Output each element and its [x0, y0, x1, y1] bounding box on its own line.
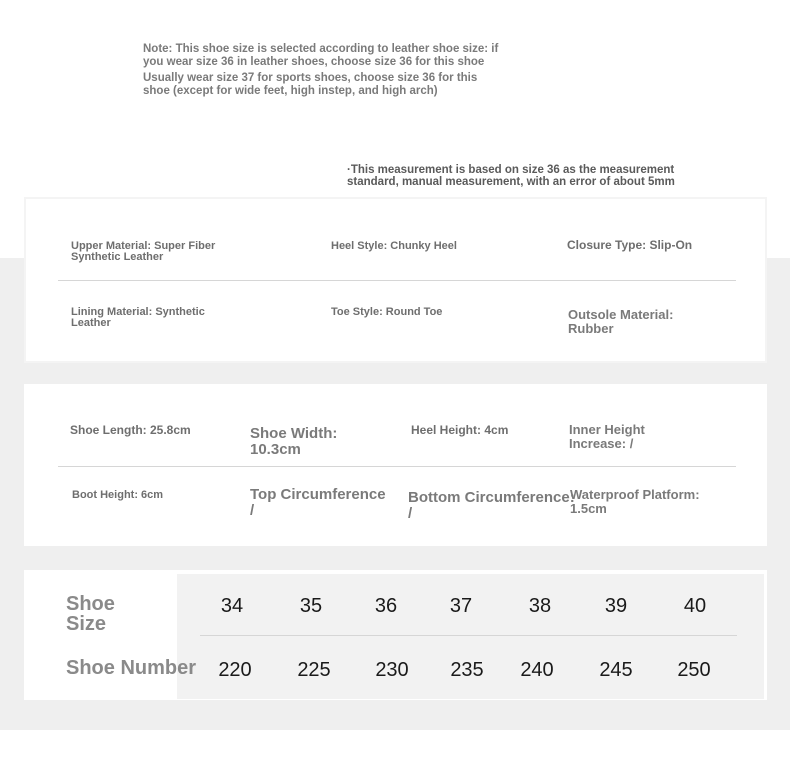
size-value: 38 — [528, 595, 552, 617]
lining-material: Lining Material: Synthetic Leather — [71, 306, 205, 329]
closure-type: Closure Type: Slip-On — [567, 238, 693, 252]
size-value: 35 — [299, 595, 323, 617]
measurements-panel — [24, 384, 767, 546]
size-advice-line-1: Note: This shoe size is selected according to leather shoe size: if you wear size 36 in leather shoes, choose size 36 for this shoe — [143, 43, 499, 68]
number-value: 225 — [297, 659, 331, 681]
number-value: 245 — [599, 659, 633, 681]
number-value: 240 — [520, 659, 554, 681]
number-value: 250 — [677, 659, 711, 681]
outsole-material: Outsole Material: Rubber — [568, 307, 674, 336]
toe-style: Toe Style: Round Toe — [331, 306, 443, 318]
size-value: 39 — [604, 595, 628, 617]
top-circumference: Top Circumference / — [250, 486, 386, 519]
heel-style: Heel Style: Chunky Heel — [331, 240, 457, 252]
size-value: 40 — [683, 595, 707, 617]
size-value: 34 — [220, 595, 244, 617]
shoe-width: Shoe Width: 10.3cm — [250, 425, 338, 458]
boot-height: Boot Height: 6cm — [72, 489, 164, 501]
number-value: 230 — [375, 659, 409, 681]
shoe-number-label: Shoe Number — [66, 657, 197, 679]
attributes-divider — [58, 280, 736, 281]
size-table-divider — [200, 635, 737, 636]
shoe-size-label: Shoe Size — [66, 593, 115, 635]
inner-height-increase: Inner Height Increase: / — [569, 422, 645, 451]
heel-height: Heel Height: 4cm — [411, 423, 509, 437]
size-advice-note — [143, 43, 613, 98]
size-advice-line-2: Usually wear size 37 for sports shoes, choose size 36 for this shoe (except for wide feet, high instep, and high arch) — [143, 72, 478, 97]
measurement-note: ·This measurement is based on size 36 as the measurement standard, manual measurement, with an error of about 5mm — [347, 164, 675, 188]
number-value: 235 — [450, 659, 484, 681]
upper-material: Upper Material: Super Fiber Synthetic Leather — [71, 240, 216, 263]
measurements-divider — [58, 466, 736, 467]
shoe-length: Shoe Length: 25.8cm — [70, 423, 191, 437]
number-value: 220 — [218, 659, 252, 681]
bottom-circumference: Bottom Circumference: / — [408, 489, 575, 522]
size-value: 36 — [374, 595, 398, 617]
size-value: 37 — [449, 595, 473, 617]
waterproof-platform: Waterproof Platform: 1.5cm — [570, 487, 700, 516]
